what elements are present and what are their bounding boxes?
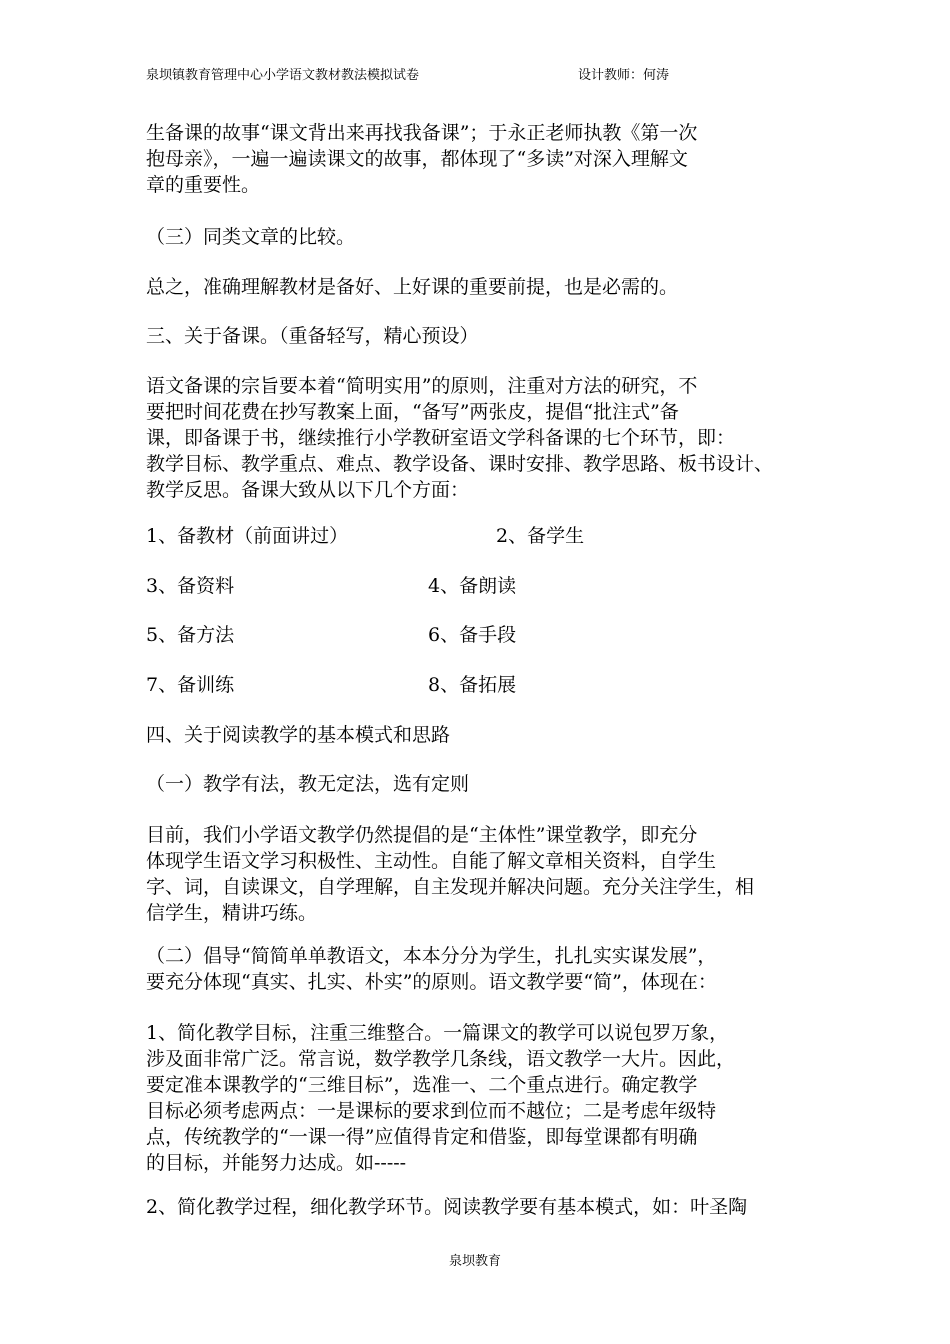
page-footer: 泉坝教育 [448, 1254, 501, 1269]
prep-item: 6、备手段 [428, 624, 517, 646]
prep-item: 1、备教材（前面讲过） [146, 525, 349, 547]
designer-label: 设计教师：何涛 [578, 68, 670, 83]
paragraph-simple-teaching: （二）倡导“简简单单教语文，本本分分为学生，扎扎实实谋发展”， 要充分体现“真实、扎实、朴实”的原则。语文教学要“简”，体现在： [146, 945, 717, 993]
paragraph-summary: 总之，准确理解教材是备好、上好课的重要前提，也是必需的。 [146, 276, 679, 298]
section-heading-lesson-prep: 三、关于备课。（重备轻写，精心预设） [146, 325, 479, 347]
exam-title: 泉坝镇教育管理中心小学语文教材教法模拟试卷 [146, 68, 420, 83]
prep-item: 3、备资料 [146, 575, 235, 597]
paragraph-lesson-stories: 生备课的故事“课文背出来再找我备课”；于永正老师执教《第一次 抱母亲》，一遍一遍读课文的故事，都体现了“多读”对深入理解文 章的重要性。 [146, 122, 698, 196]
prep-item: 2、备学生 [496, 525, 585, 547]
paragraph-simplify-process: 2、简化教学过程，细化教学环节。阅读教学要有基本模式，如：叶圣陶 [146, 1196, 748, 1218]
paragraph-simplify-goals: 1、简化教学目标，注重三维整合。一篇课文的教学可以说包罗万象， 涉及面非常广泛。常言说，数学教学几条线，语文教学一大片。因此， 要定准本课教学的“三维目标”，选准一、二个重点进行。确定教学 目标必须考虑两点：一是课标的要求到位而不越位；二是考虑年级特 点，传统教学的“一课一得”应值得肯定和借鉴，即每堂课都有明确 的目标，并能努力达成。如----- [146, 1022, 736, 1174]
section-three-heading: （三）同类文章的比较。 [146, 226, 356, 248]
section-heading-reading: 四、关于阅读教学的基本模式和思路 [146, 724, 451, 746]
prep-item: 5、备方法 [146, 624, 235, 646]
subsection-heading-methods: （一）教学有法，教无定法，选有定则 [146, 773, 470, 795]
page-header [146, 64, 950, 86]
prep-item: 4、备朗读 [428, 575, 517, 597]
paragraph-student-centered: 目前，我们小学语文教学仍然提倡的是“主体性”课堂教学，即充分 体现学生语文学习积极性、主动性。自能了解文章相关资料，自学生 字、词，自读课文，自学理解，自主发现并解决问题。充分关注学生，相 信学生，精讲巧练。 [146, 824, 755, 924]
prep-item: 7、备训练 [146, 674, 235, 696]
prep-item: 8、备拓展 [428, 674, 517, 696]
paragraph-prep-principles: 语文备课的宗旨要本着“简明实用”的原则，注重对方法的研究，不 要把时间花费在抄写教案上面，“备写”两张皮，提倡“批注式”备 课，即备课于书，继续推行小学教研室语文学科备课的七个环节，即： 教学目标、教学重点、难点、教学设备、课时安排、教学思路、板书设计、 教学反思。备课大致从以下几个方面： [146, 375, 774, 501]
